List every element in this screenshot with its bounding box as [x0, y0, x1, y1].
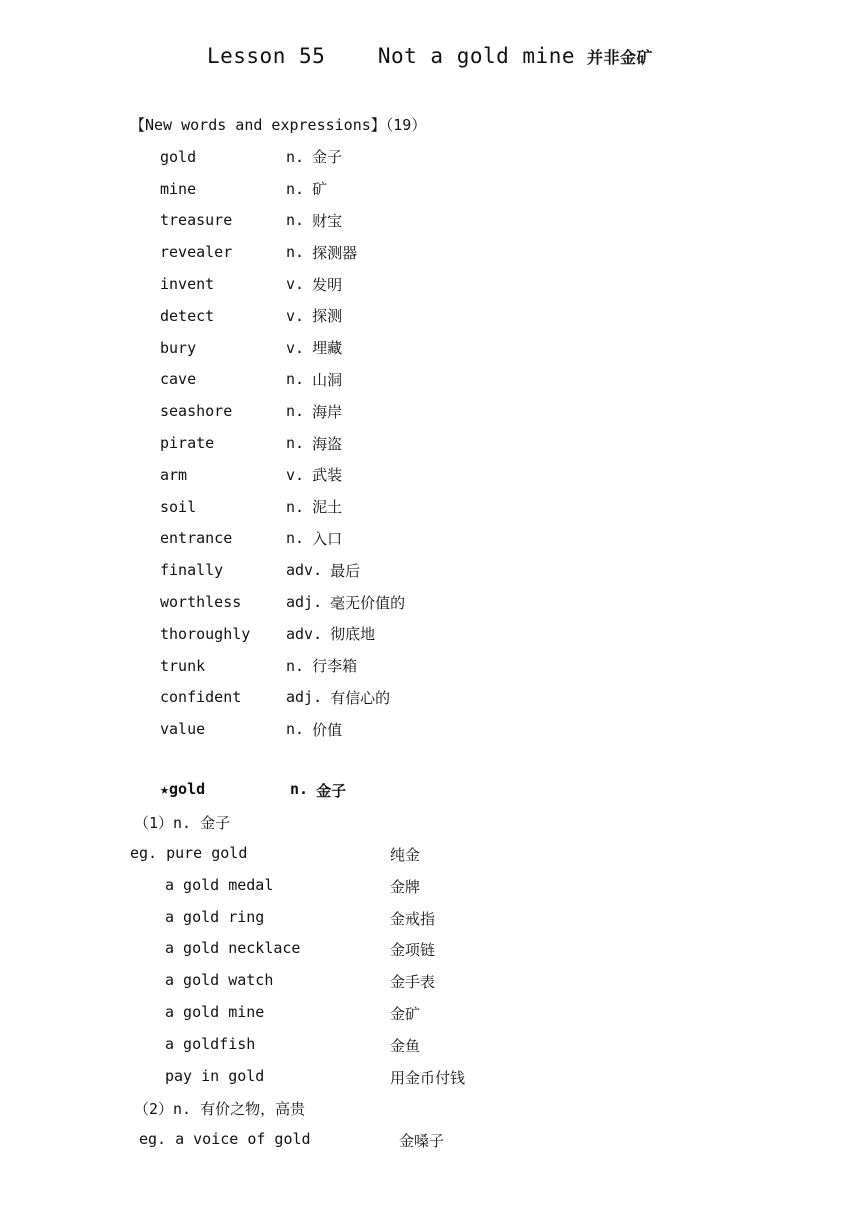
vocab-meaning: 入口: [312, 529, 343, 548]
vocab-word: pirate: [160, 434, 215, 453]
sense-2: [134, 1098, 305, 1119]
vocab-row: [160, 491, 405, 523]
vocab-row: [160, 586, 405, 618]
example-english: a gold necklace: [165, 939, 301, 958]
vocab-word: finally: [160, 561, 224, 580]
vocab-row: [160, 141, 405, 173]
vocab-pos: adj.: [286, 593, 323, 612]
vocab-meaning: 山洞: [312, 370, 343, 389]
vocab-word: seashore: [160, 402, 233, 421]
example-english: a voice of gold: [175, 1130, 311, 1148]
vocab-word: bury: [160, 338, 197, 357]
vocab-pos: v.: [286, 338, 305, 357]
vocab-word: arm: [160, 465, 188, 484]
vocab-row: [160, 332, 405, 364]
vocab-word: revealer: [160, 243, 233, 262]
vocab-meaning: 矿: [312, 180, 328, 199]
entry-pos: n.: [290, 780, 309, 798]
example-row: [139, 1130, 445, 1150]
example-english: a gold ring: [165, 907, 265, 926]
vocab-word: cave: [160, 370, 197, 389]
vocab-word: trunk: [160, 656, 206, 675]
vocab-pos: n.: [286, 434, 305, 453]
vocab-word: thoroughly: [160, 624, 251, 643]
sense-1-label: （1）n.: [134, 814, 192, 832]
example-row: [165, 939, 436, 960]
sense-1: [134, 812, 230, 833]
sense-2-meaning: 有价之物，高贵: [200, 1100, 306, 1118]
vocab-row: [160, 618, 405, 650]
vocab-word: entrance: [160, 529, 233, 548]
vocab-row: [160, 650, 405, 682]
vocab-pos: n.: [286, 211, 305, 230]
example-chinese: 纯金: [390, 846, 421, 864]
vocab-meaning: 有信心的: [330, 688, 391, 707]
vocab-meaning: 行李箱: [312, 657, 358, 676]
vocab-meaning: 埋藏: [312, 339, 343, 358]
vocab-pos: n.: [286, 243, 305, 262]
example-prefix: eg.: [130, 844, 158, 862]
vocab-meaning: 财宝: [312, 211, 343, 230]
example-chinese: 金嗓子: [399, 1132, 445, 1150]
example-row: [165, 1034, 421, 1055]
example-chinese: 金矿: [390, 1005, 421, 1023]
vocab-meaning: 彻底地: [330, 625, 376, 644]
vocab-meaning: 探测: [312, 307, 343, 326]
vocab-pos: adj.: [286, 688, 323, 707]
vocab-row: [160, 713, 405, 745]
vocab-pos: v.: [286, 465, 305, 484]
section-heading: 【New words and expressions】（19）: [130, 116, 427, 134]
title-english: Lesson 55 Not a gold mine: [206, 44, 575, 68]
vocab-word: soil: [160, 497, 197, 516]
vocab-pos: v.: [286, 275, 305, 294]
vocab-word: worthless: [160, 593, 242, 612]
vocab-row: [160, 459, 405, 491]
vocab-pos: adv.: [286, 561, 323, 580]
vocab-word: detect: [160, 306, 215, 325]
example-row: [165, 1003, 421, 1023]
vocab-meaning: 海岸: [312, 402, 343, 421]
vocab-pos: n.: [286, 497, 305, 516]
sense-2-label: （2）n.: [134, 1100, 192, 1118]
vocab-meaning: 最后: [330, 561, 361, 580]
vocab-row: [160, 554, 405, 586]
example-chinese: 用金币付钱: [390, 1068, 466, 1087]
vocab-meaning: 金子: [312, 148, 343, 167]
example-english: pay in gold: [165, 1066, 265, 1085]
vocab-meaning: 武装: [312, 466, 343, 485]
vocab-word: mine: [160, 179, 197, 198]
example-english: a gold mine: [165, 1003, 265, 1021]
example-row: [165, 875, 421, 896]
vocab-pos: n.: [286, 720, 305, 739]
example-chinese: 金戒指: [390, 909, 436, 928]
vocab-word: gold: [160, 147, 197, 166]
vocab-pos: n.: [286, 179, 305, 198]
vocab-meaning: 探测器: [312, 243, 358, 262]
entry-meaning: 金子: [316, 782, 347, 800]
vocab-meaning: 泥土: [312, 498, 343, 517]
vocab-meaning: 价值: [312, 720, 343, 739]
example-prefix: eg.: [139, 1130, 167, 1148]
vocab-row: [160, 364, 405, 396]
vocab-pos: n.: [286, 402, 305, 421]
vocab-word: treasure: [160, 211, 233, 230]
vocab-row: [160, 682, 405, 714]
example-chinese: 金手表: [390, 973, 436, 992]
example-english: a gold watch: [165, 971, 274, 990]
vocab-row: [160, 523, 405, 555]
vocab-pos: n.: [286, 147, 305, 166]
example-chinese: 金牌: [390, 877, 421, 896]
sense-1-meaning: 金子: [200, 814, 231, 832]
example-english: a gold medal: [165, 875, 274, 894]
example-chinese: 金鱼: [390, 1036, 421, 1055]
vocab-meaning: 海盗: [312, 434, 343, 453]
vocab-row: [160, 395, 405, 427]
vocab-row: [160, 268, 405, 300]
vocab-word: confident: [160, 688, 242, 707]
vocab-word: invent: [160, 275, 215, 294]
vocab-meaning: 发明: [312, 275, 343, 294]
vocab-row: [160, 300, 405, 332]
entry-word: ★gold: [160, 780, 206, 798]
title-chinese: 并非金矿: [587, 48, 654, 67]
example-row: [165, 907, 436, 928]
vocab-word: value: [160, 720, 206, 739]
vocab-row: [160, 236, 405, 268]
example-english: a goldfish: [165, 1034, 256, 1053]
vocab-pos: n.: [286, 656, 305, 675]
vocab-meaning: 毫无价值的: [330, 593, 406, 612]
page-title: [0, 44, 860, 68]
vocab-list: [160, 141, 405, 745]
example-row: [165, 1066, 466, 1087]
example-row: [130, 844, 421, 864]
example-row: [165, 971, 436, 992]
vocab-pos: v.: [286, 306, 305, 325]
entry-heading: [160, 780, 346, 801]
example-english: pure gold: [166, 844, 248, 862]
vocab-pos: n.: [286, 529, 305, 548]
vocab-pos: n.: [286, 370, 305, 389]
vocab-pos: adv.: [286, 624, 323, 643]
vocab-row: [160, 205, 405, 237]
vocab-row: [160, 427, 405, 459]
vocab-row: [160, 173, 405, 205]
example-chinese: 金项链: [390, 941, 436, 960]
